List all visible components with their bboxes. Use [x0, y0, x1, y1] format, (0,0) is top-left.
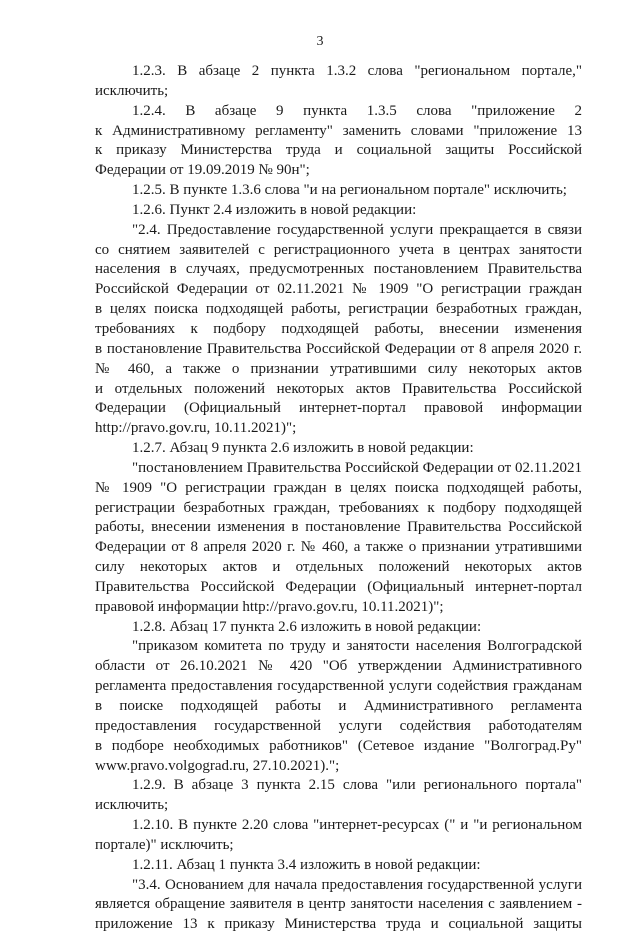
text-line: в поиске подходящей работы и Административного регламента: [95, 698, 582, 714]
text-line: приложение 13 к приказу Министерства труда и социальной защиты: [95, 916, 582, 933]
text-line: в подборе необходимых работников" (Сетевое издание "Волгоград.Ру": [95, 737, 582, 754]
text-line: 1.2.11. Абзац 1 пункта 3.4 изложить в новой редакции:: [132, 856, 481, 873]
text-line: регистрации безработных граждан, требованиях к подбору подходящей: [95, 499, 582, 516]
text-line: к Административному регламенту" заменить словами "приложение 13: [95, 122, 582, 139]
page-number: 3: [316, 34, 324, 49]
text-line: регламента предоставления государственной услуги содействия гражданам: [95, 678, 582, 695]
text-line: 1.2.4. В абзаце 9 пункта 1.3.5 слова "приложение 2: [132, 102, 582, 119]
text-line: населения в случаях, предусмотренных постановлением Правительства: [95, 261, 582, 278]
text-line: "2.4. Предоставление государственной услуги прекращается в связи: [132, 221, 582, 238]
text-line: и отдельных положений некоторых актов Правительства Российской: [95, 380, 582, 397]
text-line: 1.2.5. В пункте 1.3.6 слова "и на региональном портале" исключить;: [132, 182, 567, 199]
text-line: области от 26.10.2021 № 420 "Об утверждении Административного: [95, 658, 582, 675]
text-line: 1.2.3. В абзаце 2 пункта 1.3.2 слова "региональном портале,": [132, 63, 582, 79]
text-line: в целях поиска подходящей работы, регистрации безработных граждан,: [95, 301, 582, 318]
text-line: является обращение заявителя в центр занятости населения с заявлением -: [95, 896, 582, 913]
text-line: "постановлением Правительства Российской Федерации от 02.11.2021: [132, 459, 582, 476]
text-line: Российской Федерации от 02.11.2021 № 1909 "О регистрации граждан: [95, 281, 582, 298]
text-line: 1.2.7. Абзац 9 пункта 2.6 изложить в новой редакции:: [132, 440, 474, 457]
text-line: исключить;: [95, 797, 169, 814]
text-line: Федерации от 19.09.2019 № 90н";: [95, 162, 310, 179]
text-line: 1.2.6. Пункт 2.4 изложить в новой редакции:: [132, 201, 417, 218]
text-line: 1.2.9. В абзаце 3 пункта 2.15 слова "или регионального портала": [132, 777, 582, 794]
text-line: "3.4. Основанием для начала предоставления государственной услуги: [132, 876, 582, 893]
text-line: № 460, а также о признании утратившими силу некоторых актов: [95, 360, 582, 377]
text-line: http://pravo.gov.ru, 10.11.2021)";: [95, 420, 297, 437]
document-body: [95, 62, 582, 935]
text-line: 1.2.10. В пункте 2.20 слова "интернет-ресурсах (" и "и региональном: [132, 817, 582, 834]
text-line: правовой информации http://pravo.gov.ru, 10.11.2021)";: [95, 598, 444, 615]
text-line: со снятием заявителей с регистрационного учета в центрах занятости: [95, 241, 582, 258]
text-line: работы, внесении изменения в постановление Правительства Российской: [95, 519, 582, 536]
text-line: 1.2.8. Абзац 17 пункта 2.6 изложить в новой редакции:: [132, 618, 482, 635]
text-line: к приказу Министерства труда и социальной защиты Российской: [95, 142, 582, 159]
text-line: № 1909 "О регистрации граждан в целях поиска подходящей работы,: [95, 479, 582, 496]
text-line: силу некоторых актов и отдельных положений некоторых актов: [95, 559, 582, 576]
text-line: в постановление Правительства Российской Федерации от 8 апреля 2020 г.: [95, 340, 582, 357]
text-line: "приказом комитета по труду и занятости населения Волгоградской: [132, 638, 582, 655]
text-line: www.pravo.volgograd.ru, 27.10.2021).";: [95, 757, 340, 774]
text-line: исключить;: [95, 82, 169, 99]
text-line: портале)" исключить;: [95, 836, 234, 853]
text-line: требованиях к подбору подходящей работы, внесении изменения: [95, 320, 582, 337]
text-line: Правительства Российской Федерации (Официальный интернет-портал: [95, 578, 582, 595]
text-line: предоставления государственной услуги содействия работодателям: [95, 717, 582, 734]
text-line: Федерации от 8 апреля 2020 г. № 460, а также о признании утратившими: [95, 539, 582, 556]
text-line: Федерации (Официальный интернет-портал правовой информации: [95, 400, 582, 417]
